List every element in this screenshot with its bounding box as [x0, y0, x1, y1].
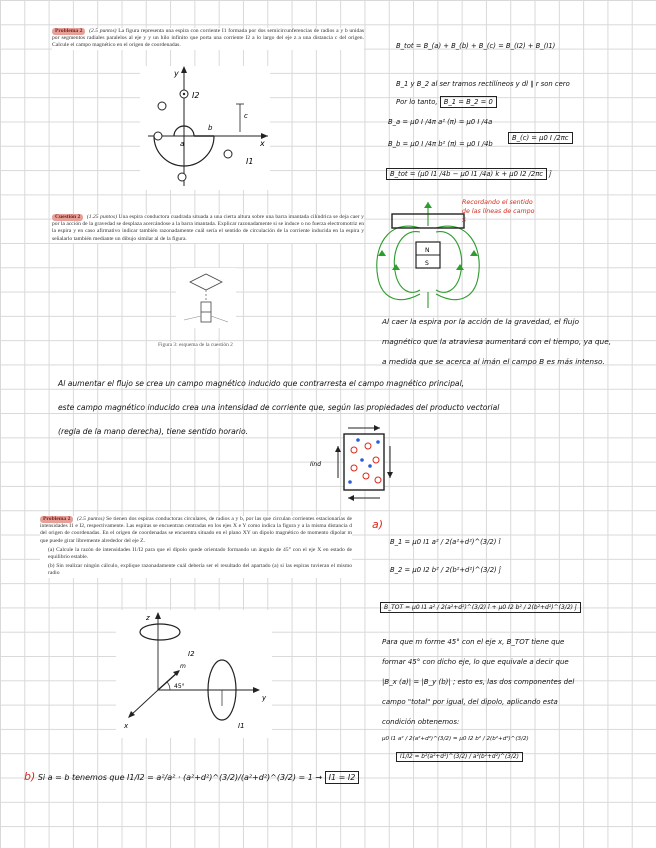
red-note: [462, 198, 534, 225]
problem3-text: Se tienen dos espiras conductoras circulares, de radios a y b, por las que circulan corrientes estacionarias de intensidades I1 e I2, respectivamente. Las espiras se encuentran centradas en los ejes X e Y como indica la figura y a la misma distancia d del origen de coordenadas. En el origen de coordenadas se encuentra situado en el plano XY un dipolo magnético de momento dipolar m que puede girar libremente alrededor del eje Z.: [40, 516, 352, 544]
problem2-tag: Cuestión 2: [52, 214, 83, 221]
fig1-b-label: b: [208, 124, 213, 132]
solution3b-box: I1 = I2: [325, 771, 360, 784]
solution2-long: [58, 372, 499, 444]
solution2-short: [382, 312, 611, 372]
solution1-line5: B_b = μ0 I /4π b² (π) = μ0 I /4b: [388, 140, 493, 148]
problem3-part-b: (b) Sin realizar ningún cálculo, explique razonadamente cuál debería ser el resultado del apartado (a) si las espiras tuvieran el mismo radio: [48, 563, 352, 577]
problem1-text: La figura representa una espira con corriente I1 formada por dos semicircunferencias de radios a y b unidas por segmentos radiales paralelos al eje y y un hilo infinito que porta una corriente I2 a lo largo del eje z a una distancia c del origen. Calcule el campo magnético en el origen de coordenadas.: [52, 28, 364, 49]
solution1-line3-box: B_1 = B_2 = 0: [440, 96, 497, 108]
solution1-line6-main: B_tot = (μ0 I1 /4b − μ0 I1 /4a) k + μ0 I2 /2πc: [386, 168, 547, 180]
problem3-tag: Problema 2: [40, 516, 73, 523]
solution3-text: [382, 632, 574, 732]
solution1-line5b: B_(c) = μ0 I /2πc: [508, 132, 573, 144]
fig3-I2-label: I2: [188, 650, 195, 658]
solution2-big2: este campo magnético inducido crea una intensidad de corriente que, según las propiedades del producto vectorial: [58, 403, 500, 412]
red-note-line1: Recordando el sentido: [462, 199, 533, 206]
problem1-figure: [140, 66, 270, 190]
problem1-tag: Problema 2: [52, 28, 85, 35]
problem2-text: Una espira conductora cuadrada situada a una cierta altura sobre una barra imantada cilíndrica se deja caer y por la acción de la gravedad se desplaza acercándose a la barra imantada. Explicar razonadamente si se induce o no fuerza electromotriz en la espira y en caso afirmativo indicar también razonadamente cuál sería el sentido de circulación de la corriente inducida en la espira y señalarlo también mediante un dibujo similar al de la figura.: [52, 214, 364, 242]
problem2-caption: Figura 3: esquema de la cuestión 2: [158, 342, 233, 348]
solution3-B2: B_2 = μ0 I2 b² / 2(b²+d²)^(3/2) ĵ: [390, 566, 501, 574]
fig3-z-label: z: [146, 614, 150, 622]
fig1-I1-label: I1: [246, 157, 254, 166]
solution1-line4: B_a = μ0 I /4π a² (π) = μ0 I /4a: [388, 118, 493, 126]
solution1-line6: [386, 168, 551, 180]
problem3-statement: [40, 516, 352, 578]
solution3-result: I1/I2 = b²(a²+d²)^(3/2) / a²(b²+d²)^(3/2): [396, 752, 523, 762]
solution3-t2: formar 45° con dicho eje, lo que equivale a decir que: [382, 658, 569, 666]
solution3-Btot: B_TOT = μ0 I1 a² / 2(a²+d²)^(3/2) î + μ0 I2 b² / 2(b²+d²)^(3/2) ĵ: [380, 602, 581, 613]
solution2-line2: magnético que la atraviesa aumentará con el tiempo, ya que,: [382, 337, 612, 346]
fig3-m-label: m: [180, 663, 186, 670]
solution2-line1: Al caer la espira por la acción de la gravedad, el flujo: [382, 317, 580, 326]
solution2-big1: Al aumentar el flujo se crea un campo magnético inducido que contrarresta el campo magnético principal,: [58, 379, 465, 388]
problem1-statement: [52, 28, 364, 50]
magnet-s-label: S: [425, 260, 429, 267]
magnet-n-label: N: [425, 247, 430, 254]
fig1-I2-label: I2: [192, 91, 200, 100]
solution2-big3: (regla de la mano derecha), tiene sentido horario.: [58, 427, 249, 436]
solution1-line2: B_1 y B_2 al ser tramos rectilíneos y dl ∥ r son cero: [396, 80, 570, 88]
solution3-B1: B_1 = μ0 I1 a² / 2(a²+d²)^(3/2) î: [390, 538, 501, 546]
fig3-y-label: y: [262, 694, 267, 702]
solution2-line3: a medida que se acerca al imán el campo B es más intenso.: [382, 357, 605, 366]
solution3-eq: μ0 I1 a² / 2(a²+d²)^(3/2) = μ0 I2 b² / 2(b²+d²)^(3/2): [382, 736, 529, 742]
solution3-a-label: a): [372, 518, 384, 531]
fig1-x-label: x: [260, 139, 265, 148]
fig1-c-label: c: [244, 112, 248, 120]
solution1-line6-unit: ĵ: [549, 170, 552, 178]
solution3-t4: campo "total" por igual, del dipolo, aplicando esta: [382, 698, 558, 706]
problem3-points: (2.5 puntos): [77, 516, 105, 522]
red-note-line3: S: [462, 217, 466, 224]
fig1-y-label: y: [174, 69, 179, 78]
solution3-t1: Para que m forme 45° con el eje x, B_TOT tiene que: [382, 638, 565, 646]
problem3-intro: [40, 516, 352, 545]
solution1-line3: [396, 96, 497, 108]
solution3b-line: [24, 770, 359, 784]
solution3-t5: condición obtenemos:: [382, 718, 460, 726]
problem3-part-a: (a) Calcule la razón de intensidades I1/I2 para que el dipolo quede orientado formando un ángulo de 45° con el eje X en estado de equilibrio estable.: [48, 546, 352, 561]
problem1-points: (2.5 puntos): [89, 28, 117, 34]
solution3b-label: b): [24, 770, 36, 783]
fig3-x-label: x: [124, 722, 129, 730]
solution1-line3-text: Por lo tanto,: [396, 98, 438, 106]
fig3-I1-label: I1: [238, 722, 245, 730]
induced-current-drawing: [306, 420, 418, 508]
fig3-angle-label: 45°: [174, 683, 185, 690]
fig1-a-label: a: [180, 140, 185, 148]
red-note-line2: de las líneas de campo: [462, 208, 535, 215]
problem2-points: (1.25 puntos): [86, 214, 117, 220]
solution3-t3: |B_x (a)| = |B_y (b)| ; esto es, las dos componentes del: [382, 678, 575, 686]
problem3-figure: [116, 610, 272, 738]
problem2-statement: [52, 214, 364, 243]
solution1-line1: B_tot = B_(a) + B_(b) + B_(c) = B_(I2) + B_(I1): [396, 42, 556, 50]
problem2-figure: [176, 268, 236, 328]
solution3b-text: Si a = b tenemos que I1/I2 = a²/a² · (a²+d²)^(3/2)/(a²+d²)^(3/2) = 1 →: [37, 773, 323, 782]
induced-current-label: Iind: [310, 461, 322, 468]
